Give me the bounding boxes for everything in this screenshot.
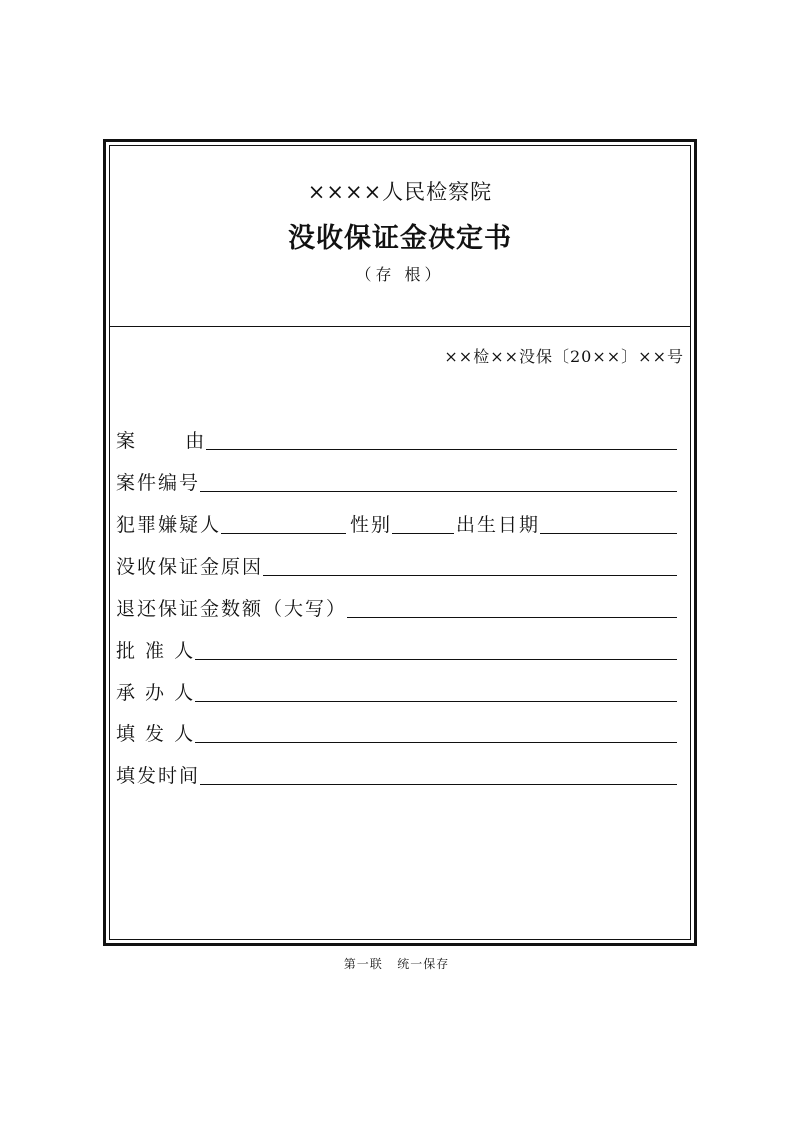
case-number-row bbox=[116, 468, 677, 496]
approver-label: 批 准 人 bbox=[116, 640, 196, 662]
suspect-label: 犯罪嫌疑人 bbox=[116, 514, 222, 536]
approver-field[interactable] bbox=[195, 637, 677, 660]
confiscation-reason-field[interactable] bbox=[263, 553, 677, 576]
refund-amount-label: 退还保证金数额（大写） bbox=[116, 598, 348, 620]
issuer-label: 填 发 人 bbox=[116, 723, 196, 745]
issue-time-field[interactable] bbox=[200, 762, 677, 785]
birth-date-label: 出生日期 bbox=[456, 514, 541, 536]
suspect-row bbox=[116, 510, 677, 538]
case-cause-label: 案 由 bbox=[116, 430, 207, 452]
stub-inner-frame bbox=[109, 145, 691, 940]
case-cause-field[interactable] bbox=[206, 427, 677, 450]
case-cause-row bbox=[116, 426, 677, 454]
issuer-row bbox=[116, 719, 677, 747]
handler-label: 承 办 人 bbox=[116, 682, 196, 704]
gender-field[interactable] bbox=[392, 511, 454, 534]
copy-note: 第一联 统一保存 bbox=[343, 957, 450, 971]
stub-outer-frame bbox=[103, 139, 697, 946]
procuratorate-name: ××××人民检察院 bbox=[307, 180, 493, 204]
confiscation-reason-row bbox=[116, 552, 677, 580]
gender-label: 性别 bbox=[350, 514, 393, 536]
refund-amount-row bbox=[116, 594, 677, 622]
document-number: ××检××没保〔20××〕××号 bbox=[444, 347, 684, 366]
refund-amount-field[interactable] bbox=[347, 595, 677, 618]
issuer-field[interactable] bbox=[195, 720, 677, 743]
stub-subtitle: （存 根） bbox=[355, 265, 445, 284]
handler-field[interactable] bbox=[195, 679, 677, 702]
case-number-field[interactable] bbox=[200, 469, 677, 492]
issue-time-label: 填发时间 bbox=[116, 765, 201, 787]
handler-row bbox=[116, 678, 677, 706]
suspect-name-field[interactable] bbox=[221, 511, 346, 534]
case-number-label: 案件编号 bbox=[116, 472, 201, 494]
birth-date-field[interactable] bbox=[540, 511, 677, 534]
stub-header bbox=[110, 146, 690, 327]
approver-row bbox=[116, 636, 677, 664]
issue-time-row bbox=[116, 761, 677, 789]
document-title: 没收保证金决定书 bbox=[288, 223, 512, 254]
confiscation-reason-label: 没收保证金原因 bbox=[116, 556, 264, 578]
